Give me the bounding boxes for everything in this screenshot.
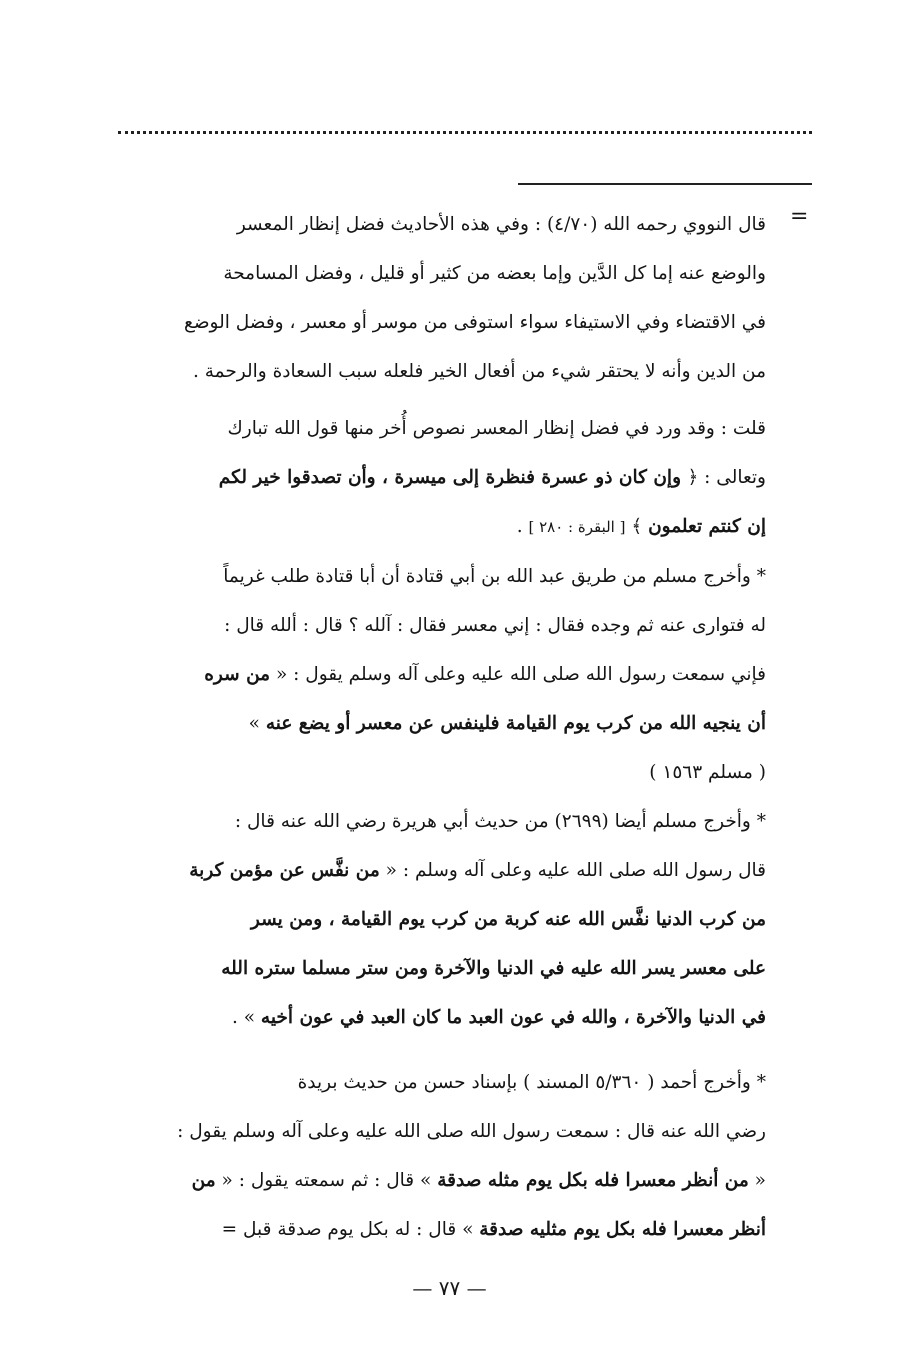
text-line: له فتوارى عنه ثم وجده فقال : إني معسر فقال : آلله ؟ قال : ألله قال : (224, 615, 766, 636)
quote-close: » . (231, 1007, 261, 1028)
footnote-body (118, 200, 766, 1254)
plain-text: قال رسول الله صلى الله عليه وعلى آله وسلم : « (379, 860, 766, 881)
paragraph-quran-verse (118, 404, 766, 552)
text-line: * وأخرج مسلم من طريق عبد الله بن أبي قتادة أن أبا قتادة طلب غريماً (223, 566, 766, 587)
plain-text: » قال : له بكل يوم صدقة قبل = (221, 1219, 480, 1240)
plain-text: وتعالى : ﴿ (687, 467, 766, 488)
text-line (118, 650, 766, 699)
hadith-text: على معسر يسر الله عليه في الدنيا والآخرة ومن ستر مسلما ستره الله (221, 958, 766, 979)
hadith-text: من أنظر معسرا فله بكل يوم مثله صدقة (437, 1170, 749, 1191)
text-line (118, 993, 766, 1042)
hadith-reference: ( مسلم ١٥٦٣ ) (649, 762, 766, 783)
paragraph-muslim-abu-qatada (118, 552, 766, 797)
hadith-text: من كرب الدنيا نفَّس الله عنه كربة من كرب يوم القيامة ، ومن يسر (250, 909, 766, 930)
quote-open: « (748, 1170, 766, 1191)
verse-close: ﴾ (625, 516, 649, 537)
hadith-text: أن ينجيه الله من كرب يوم القيامة فلينفس عن معسر أو يضع عنه (265, 713, 766, 734)
hadith-text: من سره (204, 664, 271, 685)
text-line: والوضع عنه إما كل الدَّين وإما بعضه من كثير أو قليل ، وفضل المسامحة (223, 263, 766, 284)
text-line: قلت : وقد ورد في فضل إنظار المعسر نصوص أُخر منها قول الله تبارك (227, 418, 766, 439)
hadith-text: أنظر معسرا فله بكل يوم مثليه صدقة (479, 1219, 766, 1240)
text-line (118, 846, 766, 895)
hadith-text: من نفَّس عن مؤمن كربة (189, 860, 380, 881)
page-number: — ٧٧ — (412, 1276, 487, 1300)
text-line (118, 699, 766, 748)
text-line: * وأخرج مسلم أيضا (٢٦٩٩) من حديث أبي هريرة رضي الله عنه قال : (234, 811, 766, 832)
plain-text: » قال : ثم سمعته يقول : « (215, 1170, 438, 1191)
plain-text: . (516, 516, 529, 537)
text-line (118, 1156, 766, 1205)
text-line: في الاقتضاء وفي الاستيفاء سواء استوفى من موسر أو معسر ، وفضل الوضع (184, 312, 766, 333)
continuation-mark: = (790, 204, 809, 229)
text-line: من الدين وأنه لا يحتقر شيء من أفعال الخير فلعله سبب السعادة والرحمة . (192, 361, 766, 382)
hadith-text: من (191, 1170, 216, 1191)
paragraph-nawawi (118, 200, 766, 396)
text-line (118, 453, 766, 502)
text-line (118, 1205, 766, 1254)
hadith-text: في الدنيا والآخرة ، والله في عون العبد ما كان العبد في عون أخيه (260, 1007, 766, 1028)
text-line: رضي الله عنه قال : سمعت رسول الله صلى الله عليه وعلى آله وسلم يقول : (177, 1121, 766, 1142)
text-line: * وأخرج أحمد ( ٥/٣٦٠ المسند ) بإسناد حسن من حديث بريدة (297, 1072, 766, 1093)
footnote-rule (518, 183, 812, 185)
quote-close: » (248, 713, 266, 734)
text-line (118, 502, 766, 552)
verse-text: إن كنتم تعلمون (648, 516, 766, 537)
verse-text: وإن كان ذو عسرة فنظرة إلى ميسرة ، وأن تصدقوا خير لكم (218, 467, 688, 488)
verse-reference: [ البقرة : ٢٨٠ ] (528, 518, 626, 536)
dotted-separator (118, 131, 812, 134)
plain-text: فإني سمعت رسول الله صلى الله عليه وعلى آله وسلم يقول : « (270, 664, 766, 685)
paragraph-muslim-abu-hurayra (118, 797, 766, 1042)
paragraph-ahmad-burayda (118, 1058, 766, 1254)
text-line: قال النووي رحمه الله (٤/٧٠) : وفي هذه الأحاديث فضل إنظار المعسر (236, 214, 766, 235)
